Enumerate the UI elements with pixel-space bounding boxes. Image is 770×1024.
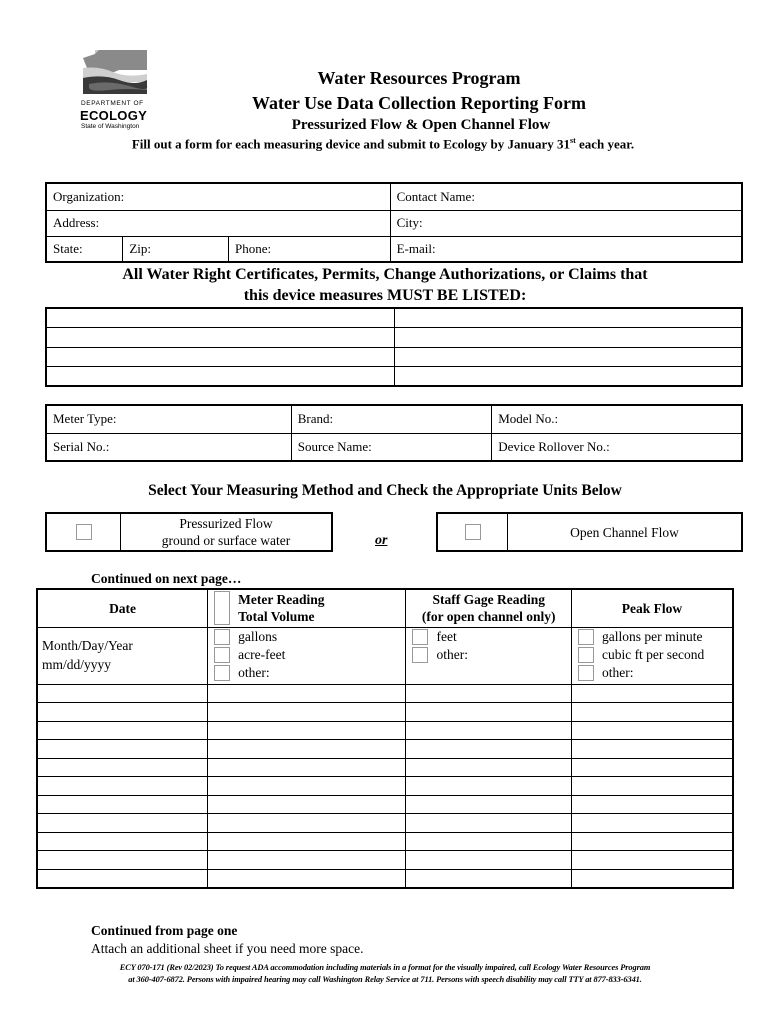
program-title: Water Resources Program bbox=[317, 68, 521, 88]
brand-field[interactable]: Brand: bbox=[291, 405, 491, 433]
date-format-2: mm/dd/yyyy bbox=[42, 656, 112, 672]
staff-entry-cell[interactable] bbox=[406, 851, 571, 870]
water-right-cell[interactable] bbox=[46, 308, 394, 328]
reading-log-table bbox=[36, 588, 734, 889]
date-entry-cell[interactable] bbox=[37, 777, 208, 796]
staff-gage-header bbox=[406, 589, 571, 627]
state-field[interactable]: State: bbox=[46, 236, 123, 262]
table-row bbox=[37, 777, 733, 796]
peak-entry-cell[interactable] bbox=[571, 814, 733, 833]
legal-line-2: at 360-407-6872. Persons with impaired hearing may call Washington Relay Service at 711. Persons with speech disability may call TTY at 877-833-6341. bbox=[128, 975, 642, 984]
water-right-cell[interactable] bbox=[394, 347, 742, 367]
meter-entry-cell[interactable] bbox=[208, 740, 406, 759]
open-channel-option[interactable] bbox=[436, 512, 743, 552]
meter-reading-header bbox=[208, 589, 406, 627]
pressurized-checkbox[interactable] bbox=[76, 524, 92, 540]
unit-gpm: gallons per minute bbox=[601, 628, 703, 644]
pressurized-label-2: ground or surface water bbox=[161, 533, 291, 548]
legal-footer bbox=[0, 962, 770, 986]
date-format-1: Month/Day/Year bbox=[42, 637, 133, 653]
table-row bbox=[37, 795, 733, 814]
unit-feet: feet bbox=[436, 628, 457, 644]
date-entry-cell[interactable] bbox=[37, 758, 208, 777]
staff-other-checkbox[interactable] bbox=[412, 647, 428, 663]
peak-entry-cell[interactable] bbox=[571, 851, 733, 870]
form-instruction bbox=[0, 136, 766, 152]
logo-department: DEPARTMENT OF bbox=[81, 100, 144, 107]
meter-other-checkbox[interactable] bbox=[214, 665, 230, 681]
staff-entry-cell[interactable] bbox=[406, 795, 571, 814]
city-field[interactable]: City: bbox=[390, 210, 742, 236]
meter-entry-cell[interactable] bbox=[208, 869, 406, 888]
open-channel-label-text: Open Channel Flow bbox=[570, 524, 679, 540]
continued-from-label: Continued from page one bbox=[91, 923, 238, 938]
legal-line-1: ECY 070-171 (Rev 02/2023) To request ADA accommodation including materials in a format for the visually impaired, call Ecology Water Resources Program bbox=[119, 963, 651, 972]
peak-entry-cell[interactable] bbox=[571, 795, 733, 814]
form-title: Water Use Data Collection Reporting Form bbox=[251, 93, 587, 113]
meter-entry-cell[interactable] bbox=[208, 758, 406, 777]
form-subtitle: Pressurized Flow & Open Channel Flow bbox=[291, 117, 551, 133]
staff-entry-cell[interactable] bbox=[406, 869, 571, 888]
date-entry-cell[interactable] bbox=[37, 684, 208, 703]
open-channel-checkbox[interactable] bbox=[465, 524, 481, 540]
logo-state: State of Washington bbox=[81, 123, 140, 130]
staff-entry-cell[interactable] bbox=[406, 684, 571, 703]
staff-entry-cell[interactable] bbox=[406, 777, 571, 796]
staff-entry-cell[interactable] bbox=[406, 758, 571, 777]
open-channel-checkbox-cell bbox=[438, 514, 508, 550]
email-field[interactable]: E-mail: bbox=[390, 236, 742, 262]
water-right-cell[interactable] bbox=[394, 308, 742, 328]
staff-header-1: Staff Gage Reading bbox=[432, 592, 545, 608]
water-rights-table bbox=[45, 307, 743, 387]
pressurized-flow-option[interactable] bbox=[45, 512, 333, 552]
instruction-text: Fill out a form for each measuring device and submit to Ecology by January 31 bbox=[131, 136, 570, 152]
date-entry-cell[interactable] bbox=[37, 814, 208, 833]
peak-units-cell bbox=[571, 627, 733, 684]
cfs-checkbox[interactable] bbox=[578, 647, 594, 663]
date-header: Date bbox=[37, 589, 208, 627]
meter-units-cell bbox=[208, 627, 406, 684]
contact-name-field[interactable]: Contact Name: bbox=[390, 183, 742, 210]
unit-cfs: cubic ft per second bbox=[601, 646, 705, 662]
pressurized-checkbox-cell bbox=[47, 514, 121, 550]
water-right-cell[interactable] bbox=[46, 367, 394, 387]
water-right-cell[interactable] bbox=[46, 328, 394, 348]
peak-entry-cell[interactable] bbox=[571, 777, 733, 796]
staff-entry-cell[interactable] bbox=[406, 740, 571, 759]
peak-entry-cell[interactable] bbox=[571, 740, 733, 759]
phone-field[interactable]: Phone: bbox=[229, 236, 391, 262]
date-entry-cell[interactable] bbox=[37, 869, 208, 888]
table-row bbox=[37, 721, 733, 740]
staff-header-2: (for open channel only) bbox=[421, 609, 556, 625]
contact-table bbox=[45, 182, 743, 263]
table-row bbox=[37, 758, 733, 777]
staff-entry-cell[interactable] bbox=[406, 703, 571, 722]
address-field[interactable]: Address: bbox=[46, 210, 390, 236]
peak-entry-cell[interactable] bbox=[571, 758, 733, 777]
continued-next-label: Continued on next page… bbox=[91, 571, 242, 586]
water-right-cell[interactable] bbox=[46, 347, 394, 367]
date-format-cell bbox=[37, 627, 208, 684]
model-field[interactable]: Model No.: bbox=[492, 405, 742, 433]
peak-entry-cell[interactable] bbox=[571, 869, 733, 888]
date-entry-cell[interactable] bbox=[37, 832, 208, 851]
staff-entry-cell[interactable] bbox=[406, 832, 571, 851]
unit-gallons: gallons bbox=[238, 628, 278, 644]
instruction-sup: st bbox=[569, 136, 576, 145]
staff-units-cell bbox=[406, 627, 571, 684]
meter-entry-cell[interactable] bbox=[208, 703, 406, 722]
unit-meter-other: other: bbox=[238, 664, 270, 680]
meter-header-1: Meter Reading bbox=[238, 592, 325, 608]
organization-field[interactable]: Organization: bbox=[46, 183, 390, 210]
pressurized-label bbox=[121, 514, 331, 550]
table-row bbox=[37, 851, 733, 870]
meter-entry-cell[interactable] bbox=[208, 814, 406, 833]
table-row bbox=[37, 869, 733, 888]
table-row bbox=[37, 684, 733, 703]
table-row bbox=[37, 814, 733, 833]
meter-reading-checkbox[interactable] bbox=[214, 591, 230, 625]
meter-entry-cell[interactable] bbox=[208, 795, 406, 814]
rollover-field[interactable]: Device Rollover No.: bbox=[492, 433, 742, 461]
date-entry-cell[interactable] bbox=[37, 851, 208, 870]
peak-flow-header: Peak Flow bbox=[571, 589, 733, 627]
method-heading: Select Your Measuring Method and Check the Appropriate Units Below bbox=[148, 482, 622, 499]
water-rights-heading-1: All Water Right Certificates, Permits, Change Authorizations, or Claims that bbox=[122, 266, 648, 283]
gpm-checkbox[interactable] bbox=[578, 629, 594, 645]
source-name-field[interactable]: Source Name: bbox=[291, 433, 491, 461]
peak-entry-cell[interactable] bbox=[571, 684, 733, 703]
meter-type-field[interactable]: Meter Type: bbox=[46, 405, 291, 433]
date-entry-cell[interactable] bbox=[37, 721, 208, 740]
meter-entry-cell[interactable] bbox=[208, 684, 406, 703]
attach-note: Attach an additional sheet if you need more space. bbox=[91, 941, 364, 956]
water-right-cell[interactable] bbox=[394, 367, 742, 387]
table-row bbox=[37, 832, 733, 851]
instruction-end: each year. bbox=[575, 136, 635, 152]
meter-table bbox=[45, 404, 743, 462]
feet-checkbox[interactable] bbox=[412, 629, 428, 645]
meter-header-2: Total Volume bbox=[238, 609, 315, 625]
date-entry-cell[interactable] bbox=[37, 795, 208, 814]
open-channel-label bbox=[508, 514, 741, 550]
meter-entry-cell[interactable] bbox=[208, 721, 406, 740]
table-row bbox=[37, 740, 733, 759]
peak-entry-cell[interactable] bbox=[571, 832, 733, 851]
meter-entry-cell[interactable] bbox=[208, 832, 406, 851]
staff-entry-cell[interactable] bbox=[406, 814, 571, 833]
date-entry-cell[interactable] bbox=[37, 703, 208, 722]
peak-other-checkbox[interactable] bbox=[578, 665, 594, 681]
water-right-cell[interactable] bbox=[394, 328, 742, 348]
serial-field[interactable]: Serial No.: bbox=[46, 433, 291, 461]
table-row bbox=[37, 703, 733, 722]
gallons-checkbox[interactable] bbox=[214, 629, 230, 645]
pressurized-label-1: Pressurized Flow bbox=[179, 516, 273, 531]
acre-feet-checkbox[interactable] bbox=[214, 647, 230, 663]
unit-acre-feet: acre-feet bbox=[238, 646, 286, 662]
meter-entry-cell[interactable] bbox=[208, 851, 406, 870]
water-rights-heading-2: this device measures MUST BE LISTED: bbox=[243, 287, 527, 304]
logo-ecology: ECOLOGY bbox=[80, 108, 148, 123]
staff-entry-cell[interactable] bbox=[406, 721, 571, 740]
or-label: or bbox=[375, 533, 388, 548]
log-rows bbox=[37, 684, 733, 888]
meter-entry-cell[interactable] bbox=[208, 777, 406, 796]
date-entry-cell[interactable] bbox=[37, 740, 208, 759]
unit-staff-other: other: bbox=[436, 646, 468, 662]
peak-entry-cell[interactable] bbox=[571, 721, 733, 740]
zip-field[interactable]: Zip: bbox=[123, 236, 229, 262]
unit-peak-other: other: bbox=[601, 664, 634, 680]
peak-entry-cell[interactable] bbox=[571, 703, 733, 722]
